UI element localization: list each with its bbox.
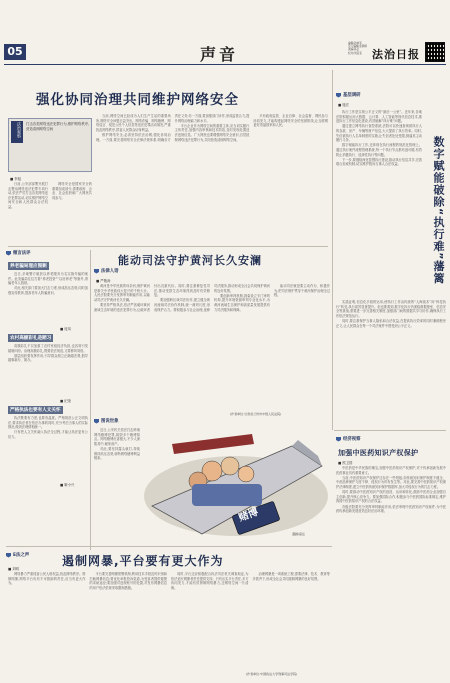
- tag-icon: [94, 419, 99, 424]
- grassroots-tag: [336, 92, 361, 98]
- right-headline: 数字赋能破除“执行难”藩篱: [432, 136, 445, 285]
- grassroots-tag-label: 基层调研: [343, 93, 361, 98]
- top-article-body-left: 日前,公安部部署开展打击整治网络违法犯罪专项行动,依法严厉打击各类网络违法犯罪活动,切实维护网络空间安全和人民群众合法权益。 网络安全是国家安全的重要组成部分,需要政府、企业、社会组织和广大网民共同参与。: [8, 182, 92, 209]
- law-watch-text: 打击各类网络违法犯罪行为,维护网络秩序,营造清朗网络空间: [26, 122, 90, 131]
- divider: [6, 546, 332, 547]
- left-item-title: 农村高额彩礼是陋习: [10, 335, 52, 341]
- micro-comment-label: 微言法评: [13, 251, 31, 256]
- cartoon-comment: 近日,公安机关依法打击跨境网络赌博犯罪,捣毁多个赌博窝点。网络赌博危害极大,不少人深陷其中,倾家荡产。 对此,要坚持露头就打,持续保持高压态势,斩断网络赌博利益链条。: [94, 428, 140, 461]
- left-item-body: 执法既要有力度,也要有温度。严格规范公正文明执法,要求执法者在依法办事的同时,充分考虑当事人的实际情况,做到法理情相统一。 只有把人文关怀融入执法全过程,才能让执法更有公信力。: [8, 416, 88, 439]
- tag-icon: [6, 251, 11, 256]
- cartoon-illustration: [142, 426, 330, 542]
- economy-tag-label: 经济视察: [343, 437, 361, 442]
- lawyer-words-tag: [94, 268, 119, 274]
- info-line: 校对/刘莹莹: [348, 51, 362, 55]
- bottom-right-headline: 加强中医药知识产权保护: [338, 449, 419, 457]
- lawyer-words-label: 法律人语: [101, 269, 119, 274]
- bottom-headline: 遏制网暴,平台要有更大作为: [62, 554, 224, 568]
- tag-icon: [6, 553, 11, 558]
- e-law-label: E法之声: [13, 553, 30, 558]
- middle-headline: 能动司法守护黄河长久安澜: [118, 254, 262, 267]
- column-divider: [90, 250, 91, 550]
- banner: [172, 434, 254, 454]
- economy-tag: [336, 436, 361, 442]
- left-item-body: 高额彩礼不仅加重了农村家庭经济负担,也容易引发婚姻纠纷。治理高额彩礼,既要依法规范,又要移风易俗。 基层组织要发挥作用,引导群众树立正确婚恋观,倡导婚事新办、简办。: [8, 344, 88, 363]
- qr-code: [425, 42, 445, 62]
- figures-bodies: [192, 484, 262, 506]
- info-line: 见习编辑/张鹤婷: [348, 45, 368, 49]
- left-item-author: ■ 靳小兴: [60, 483, 75, 487]
- tag-icon: [94, 269, 99, 274]
- left-item-body: 近日,多地警方破获以养老服务为名实施诈骗的案件。此类骗局往往打着“养老投资”“以房养老”等旗号,诱骗老年人钱财。 对此,相关部门要加大打击力度,形成高压态势,同时加强宣传教育,提高老年人防骗意识。: [8, 272, 88, 295]
- gambling-sign-text: 赌博: [237, 506, 260, 524]
- picture-world-label: 图说世象: [101, 419, 119, 424]
- middle-article-body: 黄河是中华民族的母亲河,保护黄河是事关中华民族伟大复兴的千秋大计。人民法院要充分发挥审判职能作用,以能动司法守护黄河长久安澜。 要坚持严格执法,依法严惩破坏黄河流域生态环境的违法犯罪行为,让破坏者付出沉重代价。同时,要注重修复性司法,推动受损生态环境得到及时有效修复。 要加强跨区域司法协作,建立健全黄河流域司法协作机制,统一裁判尺度,形成保护合力。要积极参与社会治理,延伸司法服务,推动形成全社会共同保护黄河的良好氛围。 要创新审判机制,探索设立专门审判机构,提升环境资源审判专业化水平,为黄河流域生态保护和高质量发展提供有力司法服务和保障。 能动司法就是要主动作为、积极作为,把司法保护贯穿于黄河保护治理全过程。: [94, 284, 330, 312]
- middle-footnote: (作者单位:甘肃省兰州市中级人民法院): [230, 412, 282, 416]
- e-law-tag: [6, 552, 29, 558]
- column-divider: [332, 70, 333, 430]
- law-watch-tag: 法治观察: [11, 121, 23, 143]
- bottom-right-body: 中医药是中华民族的瑰宝,加强中医药知识产权保护,对于传承创新发展中医药事业具有重要意义。 当前,中医药知识产权保护还存在一些短板,如传统知识保护制度不健全、中药品种保护力度不够、侵权行为时有发生等。对此,要完善中医药知识产权保护法律制度,建立中医药传统知识保护数据库,加大对侵权行为的打击力度。 同时,要推动中医药知识产权的创造、运用和转化,鼓励中医药企业加强自主创新,提升核心竞争力。要加强国际合作,积极参与中医药国际标准制定,维护我国中医药知识产权的合法权益。 各级法院要充分发挥审判职能作用,依法审理中医药知识产权案件,为中医药传承创新发展营造良好法治环境。: [336, 466, 446, 514]
- tag-icon: [336, 93, 341, 98]
- masthead: [0, 0, 450, 70]
- figure-head: [238, 466, 254, 482]
- top-headline: 强化协同治理共同维护网络安全: [36, 92, 239, 108]
- page-number: 05: [4, 44, 26, 60]
- left-item-title: 严格执法也要有人文关怀: [10, 407, 61, 413]
- bottom-right-author: ■ 熊卫国: [338, 461, 353, 465]
- law-watch-box: [8, 118, 92, 172]
- cartoon-credit: 漫画/高岳: [292, 532, 306, 536]
- info-line: 编辑/孙帅军: [348, 42, 362, 45]
- micro-comment-tag: [6, 250, 31, 256]
- figure-head: [221, 457, 239, 475]
- bottom-footnote: (作者单位:中国政法大学刑事司法学院): [246, 672, 298, 676]
- bottom-article-body: 网络暴力严重侵害公民人格权益,扰乱网络秩序。遏制网暴,网络平台负有不可推卸的责任,应当有更大作为。 平台要完善网暴预警机制,利用技术手段及时识别和拦截网暴信息;要优化举报投诉渠道,为受害者提供便捷的求助途径;要加强对违规账号的处置,对发布网暴信息的用户依法依规采取限制措施。 同时,平台还应积极配合执法司法机关调查取证,为依法追究网暴者责任提供支持。只有压实平台责任,多方协同发力,才能有效遏制网络暴力,还网络空间一片清朗。 治理网暴是一项系统工程,需要法律、技术、教育等多管齐下,形成全社会共同抵制网暴的良好氛围。: [8, 572, 330, 590]
- bottom-author: ■ 刘明: [8, 567, 20, 571]
- masthead-rule: [4, 64, 446, 65]
- brand-logo: 法治日报: [372, 48, 420, 61]
- right-body-top: 执行工作是实现公平正义的“最后一公里”。近年来,各地法院积极运用大数据、云计算、人工智能等现代信息技术,推进执行工作信息化建设,有效破解“执行难”问题。 通过建立网络执行查控系统,法院可以快速查询被执行人的存款、房产、车辆等财产信息,大大提高了执行效率。同时,失信被执行人名单制度的实施,让失信者处处受限,倒逼其主动履行义务。 数字赋能执行工作,还体现在执行流程的规范化管理上。通过执行案件流程管理系统,每一个执行节点都有迹可循,有效防止消极执行、选择性执行等问题。 下一步,要继续深化智慧执行建设,推动执行信息共享,完善联合惩戒机制,切实维护胜诉当事人合法权益。: [336, 110, 422, 167]
- top-author: ■ 李旭: [10, 177, 22, 181]
- right-author: ■ 施宏: [338, 103, 350, 107]
- divider: [8, 246, 328, 247]
- divider: [334, 430, 446, 431]
- left-item-author: ■ 纪奎: [60, 399, 72, 403]
- masthead-info: [348, 42, 370, 55]
- left-item-author: ■ 庞凤: [60, 327, 72, 331]
- left-item-title: 养老骗局理应围剿: [10, 263, 47, 269]
- cartoon-svg: [142, 426, 330, 542]
- middle-author: ■ 严敬涛: [96, 279, 111, 283]
- tag-icon: [336, 437, 341, 442]
- top-article-body: 当前,网络空间已经成为人们生产生活的重要场所,网络安全问题日益突出。网络诈骗、网络赌博、网络谣言、侵犯公民个人信息等违法犯罪活动频发,严重扰乱网络秩序,损害人民群众切身利益。 维护网络安全,必须坚持依法治网,强化协同治理。一方面,要完善网络安全法律法规体系,明确各方责任义务;另一方面,要加强部门协作,形成监管合力,提升网络治理能力和水平。 平台企业作为网络空间的重要主体,应当切实履行主体责任,加强内容审核和技术防范,及时发现处置违法违规信息。广大网民也要增强网络安全意识,自觉抵制网络违法犯罪行为,共同营造清朗网络空间。 只有政府监管、企业自律、社会监督、网民参与协同发力,才能构建起网络安全的坚固防线,让互联网更好造福国家和人民。: [96, 114, 328, 142]
- info-line: 美编/高岳: [348, 48, 360, 52]
- right-body-bottom: 实践证明,信息化手段的运用,使执行工作由传统的“人海战术”向“科技执行”转变,执行质效显著提升。但也要看到,数字化执行仍面临数据壁垒、信息安全等挑战,需要进一步完善相关制度,加强部门间的数据共享与协作,确保执行工作依法规范运行。 同时,要注重保护当事人隐私和合法权益,在提高执行效率的同时兼顾程序正义,让人民群众在每一个司法案件中感受到公平正义。: [336, 300, 446, 328]
- picture-world-tag: [94, 418, 119, 424]
- section-title: 声音: [200, 45, 239, 64]
